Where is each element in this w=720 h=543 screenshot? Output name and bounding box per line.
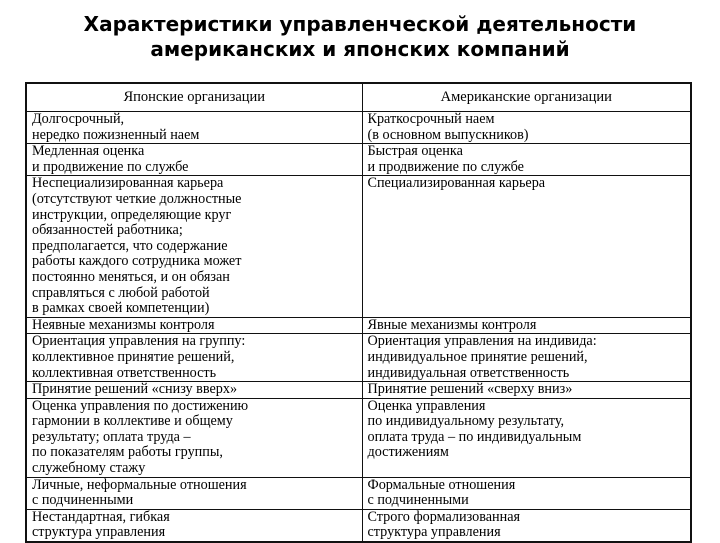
cell-american: Специализированная карьера [362,176,691,317]
table-header-row [26,83,691,112]
cell-american: Краткосрочный наем (в основном выпускников) [362,112,691,144]
cell-japanese: Принятие решений «снизу вверх» [26,382,362,399]
title-line-2: американских и японских компаний [150,37,570,61]
title-line-1: Характеристики управленческой деятельности [83,12,637,36]
cell-japanese: Оценка управления по достижению гармонии в коллективе и общему результату; оплата труда – по показателям работы группы, служебному стажу [26,398,362,477]
cell-american: Формальные отношения с подчиненными [362,477,691,509]
cell-american: Быстрая оценка и продвижение по службе [362,144,691,176]
table-row [26,477,691,509]
cell-american: Ориентация управления на индивида: индивидуальное принятие решений, индивидуальная ответственность [362,334,691,382]
slide-title [0,12,720,62]
table-row [26,398,691,477]
table-row [26,112,691,144]
cell-japanese: Неявные механизмы контроля [26,317,362,334]
table-row [26,317,691,334]
cell-american: Оценка управления по индивидуальному результату, оплата труда – по индивидуальным достижениям [362,398,691,477]
cell-japanese: Личные, неформальные отношения с подчиненными [26,477,362,509]
cell-japanese: Ориентация управления на группу: коллективное принятие решений, коллективная ответственность [26,334,362,382]
cell-japanese: Медленная оценка и продвижение по службе [26,144,362,176]
cell-japanese: Неспециализированная карьера (отсутствуют четкие должностные инструкции, определяющие круг обязанностей работника; предполагается, что содержание работы каждого сотрудника может постоянно меняться, и он обязан справляться с любой работой в рамках своей компетенции) [26,176,362,317]
header-american: Американские организации [362,83,691,112]
header-japanese: Японские организации [26,83,362,112]
cell-american: Строго формализованная структура управления [362,509,691,542]
comparison-table [25,82,692,543]
table-row [26,144,691,176]
comparison-table-container [25,82,690,543]
cell-american: Явные механизмы контроля [362,317,691,334]
table-row [26,382,691,399]
table-row [26,334,691,382]
cell-japanese: Нестандартная, гибкая структура управления [26,509,362,542]
table-row [26,509,691,542]
cell-american: Принятие решений «сверху вниз» [362,382,691,399]
table-row [26,176,691,317]
cell-japanese: Долгосрочный, нередко пожизненный наем [26,112,362,144]
